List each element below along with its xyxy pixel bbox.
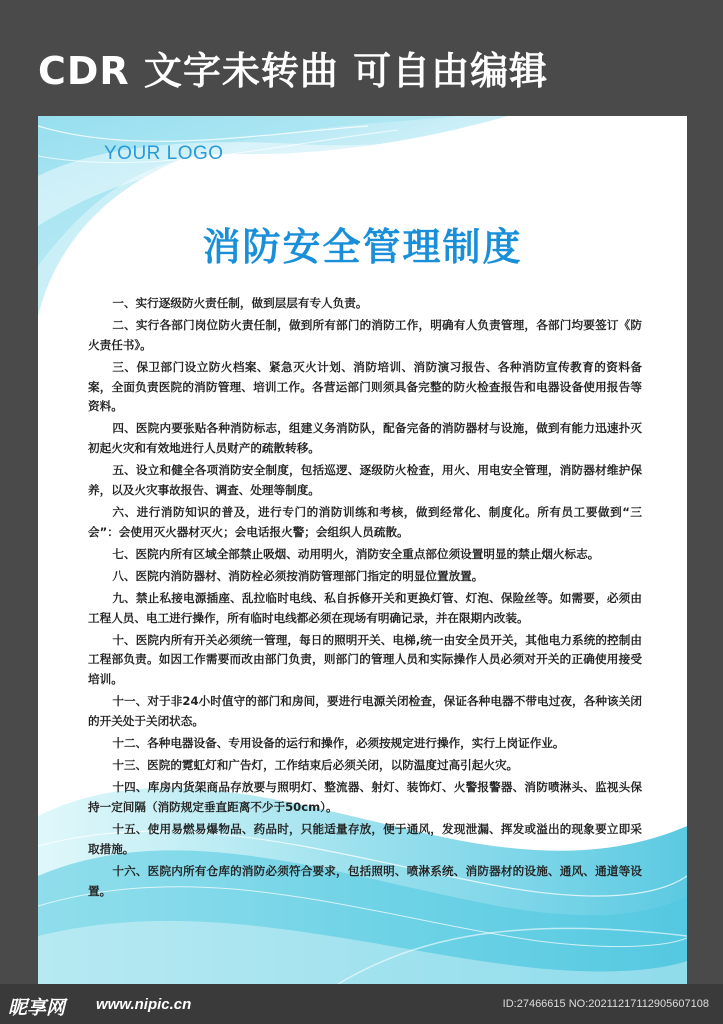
rules-list [88,294,642,904]
rule-item: 十、医院内所有开关必须统一管理，每日的照明开关、电梯,统一由安全员开关，其他电力系统的控制由工程部负责。如因工作需要而改由部门负责，则部门的管理人员和实际操作人员必须对开关的正确使用接受培训。 [88,632,642,687]
rule-item: 十四、库房内货架商品存放要与照明灯、整流器、射灯、装饰灯、火警报警器、消防喷淋头、监视头保持一定间隔（消防规定垂直距离不少于50cm）。 [88,780,642,814]
banner-text: CDR 文字未转曲 可自由编辑 [38,49,549,93]
rule-item: 五、设立和健全各项消防安全制度，包括巡逻、逐级防火检查，用火、用电安全管理，消防器材维护保养，以及火灾事故报告、调查、处理等制度。 [88,463,642,497]
logo-placeholder: YOUR LOGO [104,143,224,164]
rule-item: 七、医院内所有区域全部禁止吸烟、动用明火，消防安全重点部位须设置明显的禁止烟火标志。 [112,546,600,561]
poster [38,116,687,984]
rule-item: 一、实行逐级防火责任制，做到层层有专人负责。 [112,296,368,310]
rule-item: 十三、医院的霓虹灯和广告灯，工作结束后必须关闭，以防温度过高引起火灾。 [112,758,519,773]
rule-item: 十六、医院内所有仓库的消防必须符合要求，包括照明、喷淋系统、消防器材的设施、通风、通道等设置。 [88,863,642,898]
watermark-site-name: 昵享网 [8,997,66,1019]
rule-item: 三、保卫部门设立防火档案、紧急灭火计划、消防培训、消防演习报告、各种消防宣传教育的资料备案，全面负责医院的消防管理、培训工作。各营运部门则须具备完整的防火检查报告和电器设备使用报告等资料。 [88,359,642,414]
rule-item: 四、医院内要张贴各种消防标志，组建义务消防队，配备完备的消防器材与设施，做到有能力迅速扑灭初起火灾和有效地进行人员财产的疏散转移。 [88,421,642,455]
rule-item: 二、实行各部门岗位防火责任制，做到所有部门的消防工作，明确有人负责管理，各部门均要签订《防火责任书》。 [88,318,642,352]
watermark-bar [0,984,723,1024]
rule-item: 十二、各种电器设备、专用设备的运行和操作，必须按规定进行操作，实行上岗证作业。 [112,736,565,750]
rule-item: 六、进行消防知识的普及，进行专门的消防训练和考核，做到经常化、制度化。所有员工要做到“三会”：会使用灭火器材灭火；会电话报火警；会组织人员疏散。 [88,504,642,539]
rule-item: 十一、对于非24小时值守的部门和房间，要进行电源关闭检查，保证各种电器不带电过夜，各种该关闭的开关处于关闭状态。 [88,694,642,728]
rule-item: 十五、使用易燃易爆物品、药品时，只能适量存放，便于通风，发现泄漏、挥发或溢出的现象要立即采取措施。 [88,822,642,856]
page-title: 消防安全管理制度 [202,225,523,269]
rule-item: 九、禁止私接电源插座、乱拉临时电线、私自拆修开关和更换灯管、灯泡、保险丝等。如需要，必须由工程人员、电工进行操作，所有临时电线都必须在现场有明确记录，并在限期内改装。 [88,591,642,625]
watermark-url: www.nipic.cn [96,996,192,1013]
watermark-id: ID:27466615 NO:20211217112905607108 [502,998,709,1010]
rule-item: 八、医院内消防器材、消防栓必须按消防管理部门指定的明显位置放置。 [112,568,484,583]
